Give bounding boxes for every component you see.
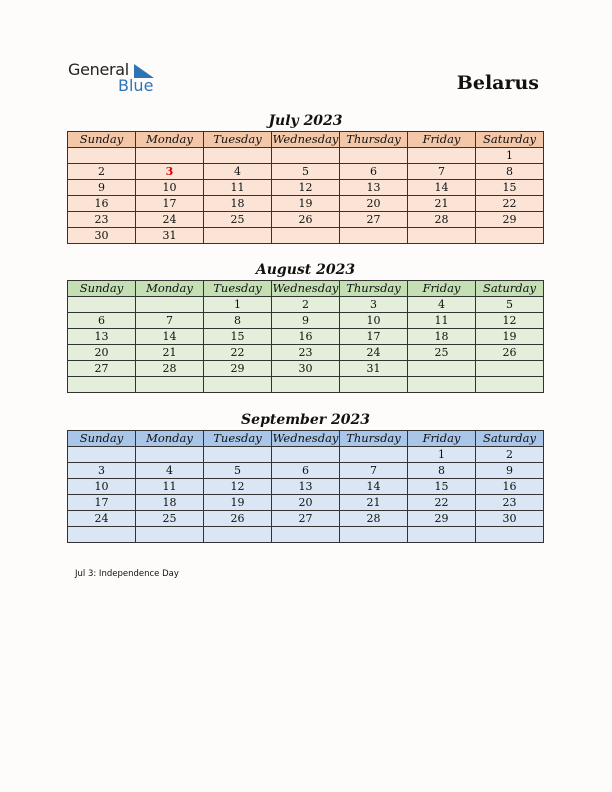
- day-cell: 7: [136, 313, 204, 329]
- weekday-header: Tuesday: [204, 431, 272, 447]
- day-cell: 29: [408, 511, 476, 527]
- week-row: [68, 212, 544, 228]
- day-cell: 2: [476, 447, 544, 463]
- day-cell: 11: [136, 479, 204, 495]
- day-cell: [68, 447, 136, 463]
- day-cell: [272, 148, 340, 164]
- day-cell: 13: [272, 479, 340, 495]
- week-row: [68, 377, 544, 393]
- day-cell: [408, 148, 476, 164]
- day-cell: 4: [136, 463, 204, 479]
- weekday-header: Saturday: [476, 132, 544, 148]
- day-cell: [204, 377, 272, 393]
- day-cell: 28: [340, 511, 408, 527]
- day-cell: 11: [408, 313, 476, 329]
- day-cell: 1: [408, 447, 476, 463]
- day-cell: 27: [340, 212, 408, 228]
- calendar-table: [67, 131, 544, 244]
- week-row: [68, 345, 544, 361]
- weekday-header: Tuesday: [204, 281, 272, 297]
- day-cell: [408, 527, 476, 543]
- weekday-header: Wednesday: [272, 431, 339, 445]
- day-cell: 17: [340, 329, 408, 345]
- weekday-header: Sunday: [68, 132, 136, 148]
- weekday-header: Monday: [136, 281, 204, 297]
- day-cell: 30: [272, 361, 340, 377]
- day-cell: 26: [272, 212, 340, 228]
- day-cell: [340, 447, 408, 463]
- week-row: [68, 361, 544, 377]
- day-cell: 5: [272, 164, 340, 180]
- day-cell: 23: [68, 212, 136, 228]
- day-cell: 8: [204, 313, 272, 329]
- day-cell: 25: [136, 511, 204, 527]
- day-cell: 10: [136, 180, 204, 196]
- day-cell: 12: [476, 313, 544, 329]
- week-row: [68, 527, 544, 543]
- logo: [68, 60, 158, 96]
- day-cell: 7: [408, 164, 476, 180]
- day-cell: 17: [68, 495, 136, 511]
- month-title: July 2023: [268, 113, 343, 129]
- day-cell: 19: [476, 329, 544, 345]
- week-row: [68, 180, 544, 196]
- day-cell: [136, 377, 204, 393]
- day-cell: [68, 377, 136, 393]
- weekday-header-row: [68, 431, 544, 447]
- weekday-header: Monday: [136, 431, 204, 447]
- day-cell: 8: [408, 463, 476, 479]
- calendar-table: [67, 280, 544, 393]
- day-cell: 19: [204, 495, 272, 511]
- day-cell: [136, 527, 204, 543]
- day-cell: [204, 527, 272, 543]
- day-cell: 23: [272, 345, 340, 361]
- day-cell: 30: [68, 228, 136, 244]
- day-cell: 9: [68, 180, 136, 196]
- country-title: Belarus: [456, 72, 539, 94]
- day-cell: 2: [272, 297, 340, 313]
- day-cell: [204, 148, 272, 164]
- day-cell: 6: [272, 463, 340, 479]
- day-cell: 25: [204, 212, 272, 228]
- weekday-header: Monday: [136, 132, 204, 148]
- day-cell: 17: [136, 196, 204, 212]
- day-cell: 12: [272, 180, 340, 196]
- day-cell: [68, 527, 136, 543]
- month-title: September 2023: [241, 412, 370, 428]
- day-cell: [68, 297, 136, 313]
- day-cell: 21: [340, 495, 408, 511]
- day-cell: 3: [68, 463, 136, 479]
- day-cell: 4: [408, 297, 476, 313]
- weekday-header: Friday: [408, 132, 476, 148]
- week-row: [68, 196, 544, 212]
- day-cell: [272, 228, 340, 244]
- day-cell: 1: [476, 148, 544, 164]
- month-july: [67, 111, 544, 244]
- day-cell: [340, 527, 408, 543]
- month-august: [67, 260, 544, 393]
- weekday-header: Sunday: [68, 281, 136, 297]
- day-cell: 15: [408, 479, 476, 495]
- day-cell: 13: [340, 180, 408, 196]
- day-cell: 19: [272, 196, 340, 212]
- day-cell: 3: [340, 297, 408, 313]
- day-cell: 7: [340, 463, 408, 479]
- week-row: [68, 313, 544, 329]
- day-cell: 13: [68, 329, 136, 345]
- day-cell: 31: [340, 361, 408, 377]
- day-cell: 14: [340, 479, 408, 495]
- day-cell: 9: [476, 463, 544, 479]
- month-september: [67, 410, 544, 543]
- day-cell: 15: [476, 180, 544, 196]
- day-cell: [476, 377, 544, 393]
- day-cell: 12: [204, 479, 272, 495]
- weekday-header-row: [68, 132, 544, 148]
- day-cell: 29: [204, 361, 272, 377]
- weekday-header-row: [68, 281, 544, 297]
- day-cell: 20: [68, 345, 136, 361]
- day-cell: [340, 377, 408, 393]
- weekday-header: Friday: [408, 431, 476, 447]
- day-cell: 14: [408, 180, 476, 196]
- day-cell: 16: [68, 196, 136, 212]
- day-cell: 10: [68, 479, 136, 495]
- day-cell: 8: [476, 164, 544, 180]
- day-cell: [68, 148, 136, 164]
- day-cell: 3: [136, 164, 204, 180]
- weekday-header: Sunday: [68, 431, 136, 447]
- day-cell: [476, 361, 544, 377]
- day-cell: [408, 361, 476, 377]
- day-cell: 18: [204, 196, 272, 212]
- day-cell: 5: [476, 297, 544, 313]
- week-row: [68, 148, 544, 164]
- week-row: [68, 297, 544, 313]
- day-cell: 26: [204, 511, 272, 527]
- week-row: [68, 495, 544, 511]
- day-cell: 28: [408, 212, 476, 228]
- day-cell: 16: [272, 329, 340, 345]
- day-cell: 30: [476, 511, 544, 527]
- day-cell: 5: [204, 463, 272, 479]
- week-row: [68, 463, 544, 479]
- day-cell: 11: [204, 180, 272, 196]
- day-cell: 28: [136, 361, 204, 377]
- day-cell: [340, 228, 408, 244]
- weekday-header: Friday: [408, 281, 476, 297]
- day-cell: 22: [408, 495, 476, 511]
- day-cell: 24: [136, 212, 204, 228]
- day-cell: [340, 148, 408, 164]
- weekday-header: Wednesday: [272, 132, 339, 146]
- day-cell: 6: [68, 313, 136, 329]
- holiday-note: Jul 3: Independence Day: [75, 569, 179, 579]
- day-cell: 22: [476, 196, 544, 212]
- month-title: August 2023: [255, 262, 356, 278]
- weekday-header: Tuesday: [204, 132, 272, 148]
- day-cell: 26: [476, 345, 544, 361]
- day-cell: [272, 377, 340, 393]
- week-row: [68, 164, 544, 180]
- day-cell: 16: [476, 479, 544, 495]
- logo-word-general: General: [68, 60, 129, 79]
- day-cell: 2: [68, 164, 136, 180]
- day-cell: 20: [340, 196, 408, 212]
- day-cell: [136, 297, 204, 313]
- day-cell: 27: [272, 511, 340, 527]
- week-row: [68, 479, 544, 495]
- day-cell: [204, 228, 272, 244]
- week-row: [68, 228, 544, 244]
- day-cell: [408, 377, 476, 393]
- day-cell: [272, 447, 340, 463]
- weekday-header: Saturday: [476, 281, 544, 297]
- day-cell: [408, 228, 476, 244]
- day-cell: 15: [204, 329, 272, 345]
- day-cell: 14: [136, 329, 204, 345]
- day-cell: 6: [340, 164, 408, 180]
- day-cell: [476, 228, 544, 244]
- day-cell: 24: [340, 345, 408, 361]
- day-cell: 29: [476, 212, 544, 228]
- day-cell: [204, 447, 272, 463]
- day-cell: 20: [272, 495, 340, 511]
- day-cell: [136, 148, 204, 164]
- day-cell: 27: [68, 361, 136, 377]
- day-cell: 18: [408, 329, 476, 345]
- day-cell: 23: [476, 495, 544, 511]
- day-cell: 25: [408, 345, 476, 361]
- week-row: [68, 329, 544, 345]
- week-row: [68, 447, 544, 463]
- day-cell: [136, 447, 204, 463]
- day-cell: 1: [204, 297, 272, 313]
- day-cell: 21: [136, 345, 204, 361]
- day-cell: [272, 527, 340, 543]
- day-cell: 18: [136, 495, 204, 511]
- day-cell: 9: [272, 313, 340, 329]
- day-cell: 10: [340, 313, 408, 329]
- calendar-table: [67, 430, 544, 543]
- weekday-header: Thursday: [340, 281, 408, 297]
- day-cell: 4: [204, 164, 272, 180]
- weekday-header: Thursday: [340, 431, 408, 447]
- weekday-header: Thursday: [340, 132, 408, 148]
- day-cell: [476, 527, 544, 543]
- day-cell: 31: [136, 228, 204, 244]
- weekday-header: Saturday: [476, 431, 544, 447]
- weekday-header: Wednesday: [272, 281, 339, 295]
- day-cell: 21: [408, 196, 476, 212]
- week-row: [68, 511, 544, 527]
- day-cell: 24: [68, 511, 136, 527]
- logo-word-blue: Blue: [118, 76, 154, 95]
- day-cell: 22: [204, 345, 272, 361]
